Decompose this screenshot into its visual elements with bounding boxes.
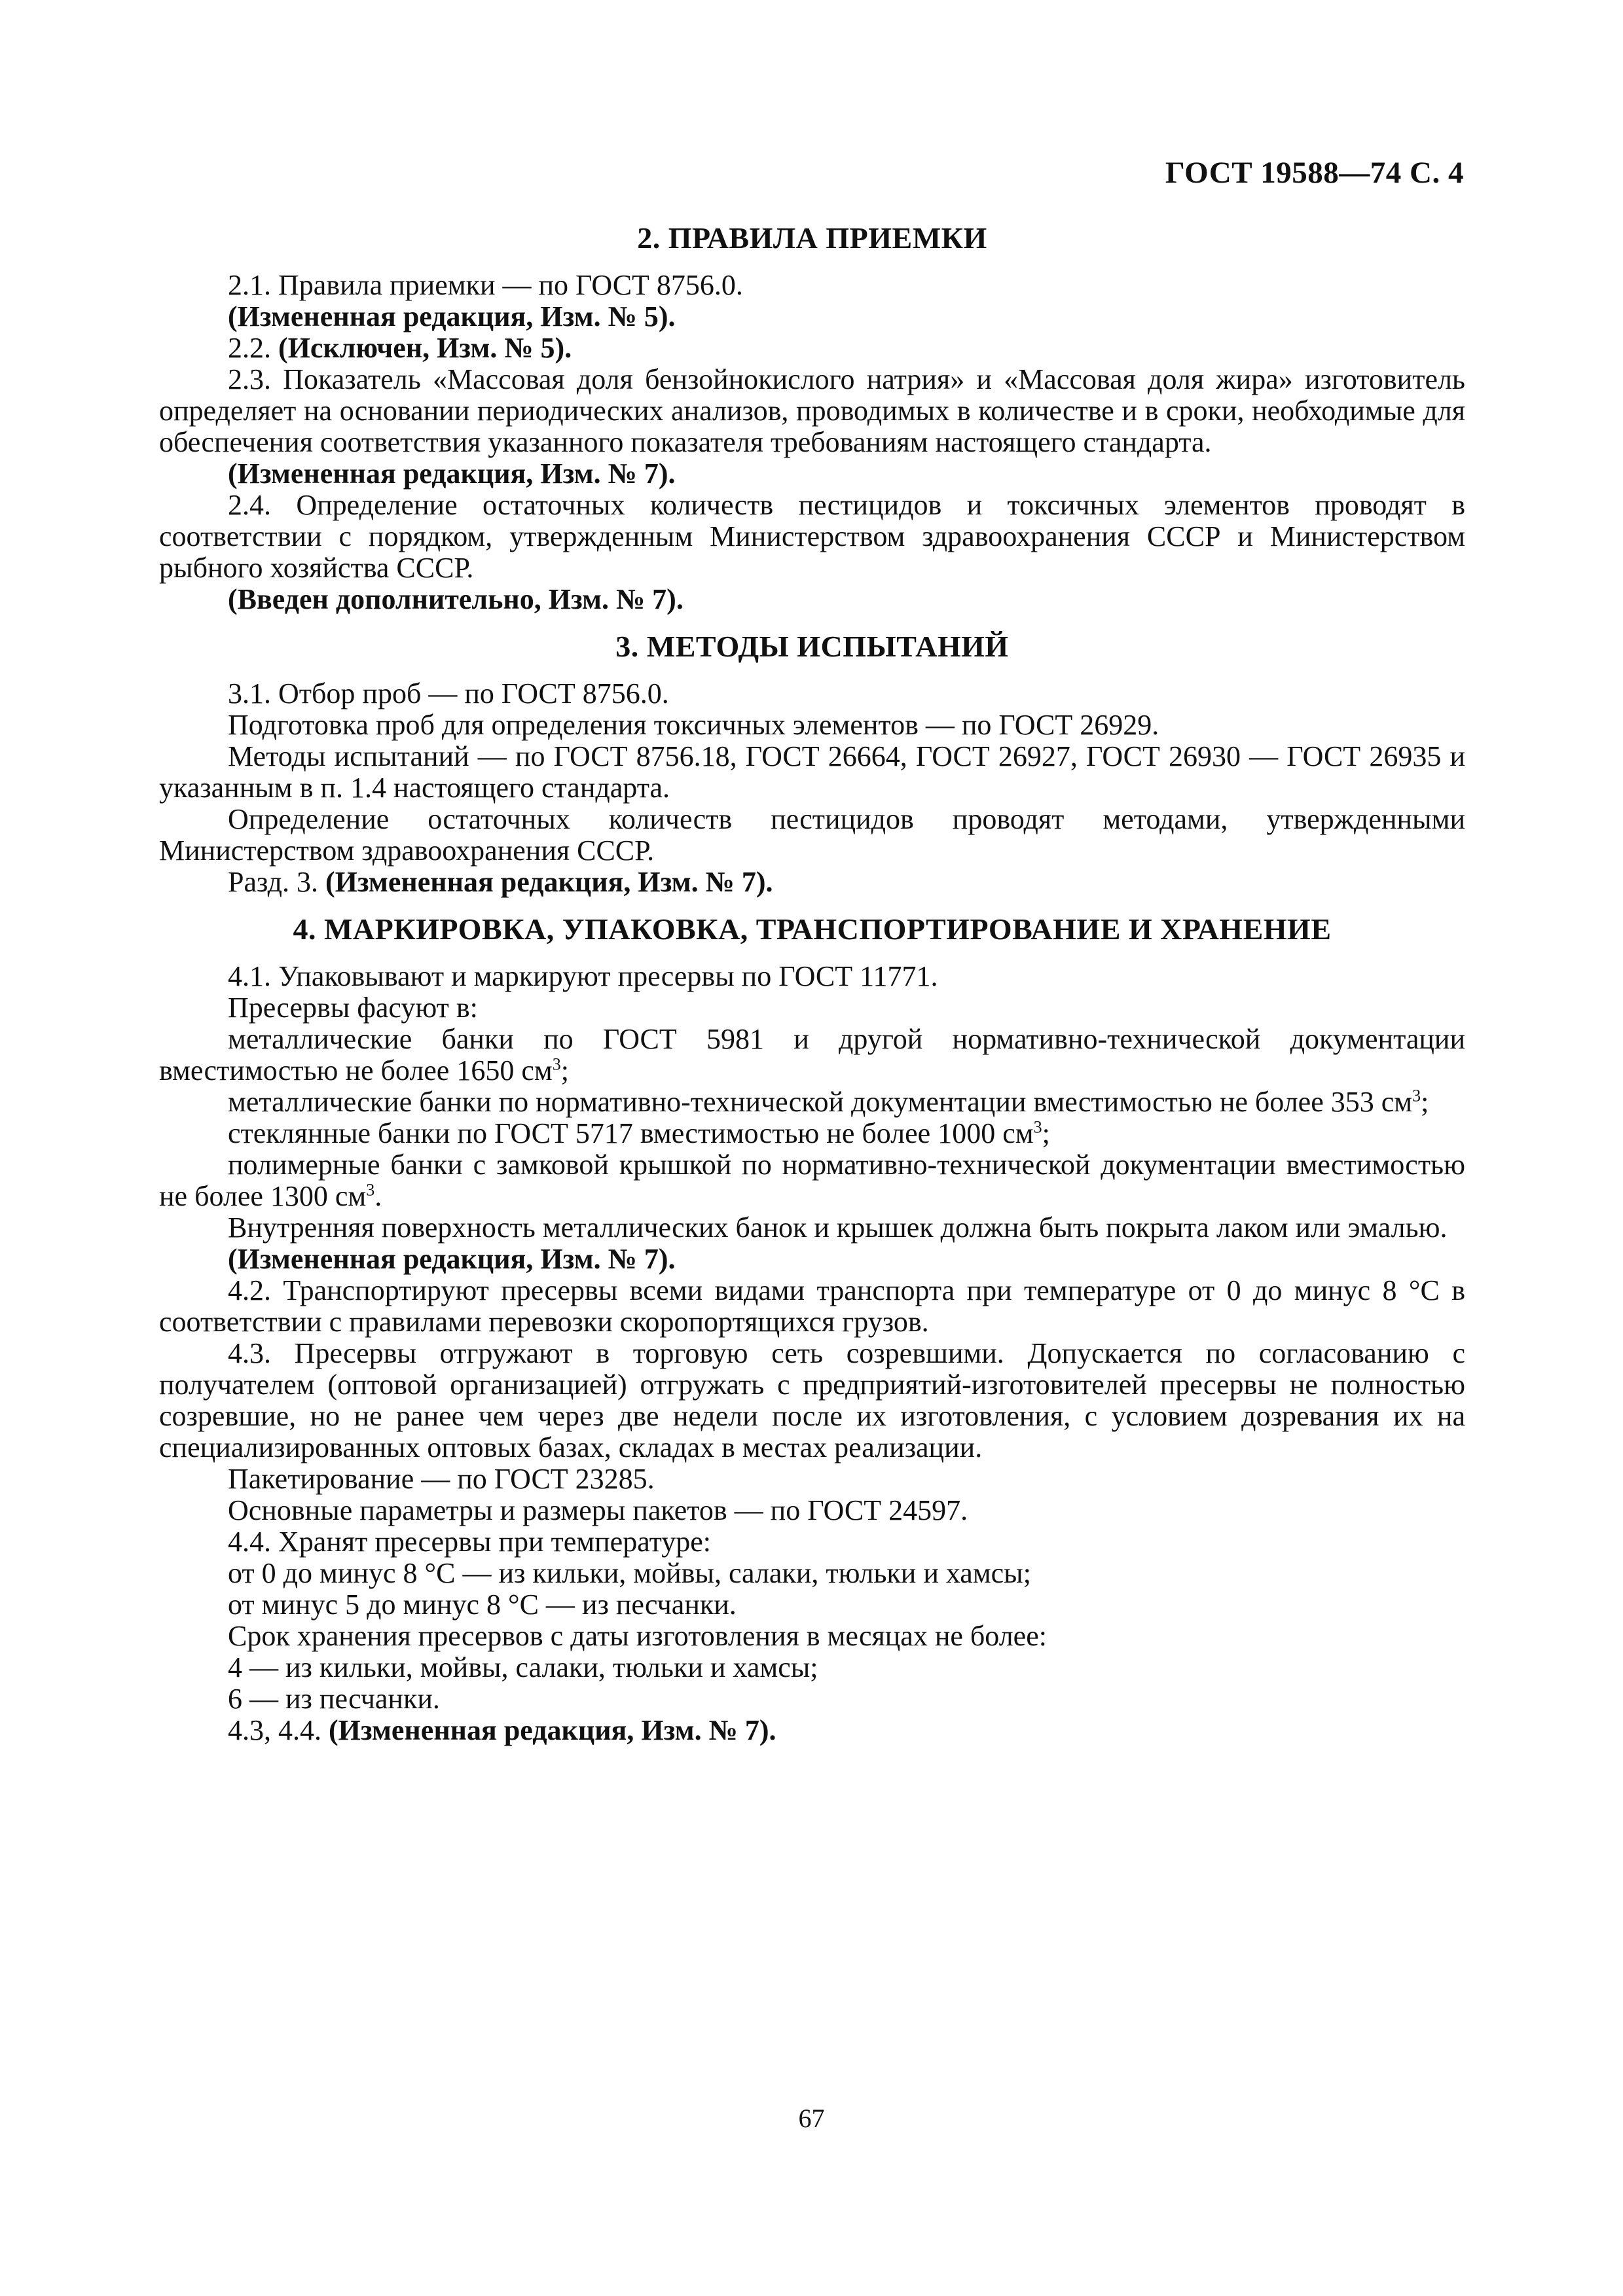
paragraph-text: Методы испытаний — по ГОСТ 8756.18, ГОСТ 26664, ГОСТ 26927, ГОСТ 26930 — ГОСТ 26935 и указанным в п. 1.4 настоящего стандарта. (159, 740, 1465, 804)
list-item-text: металлические банки по нормативно-технической документации вместимостью не более 353 см (228, 1086, 1413, 1118)
list-item: от минус 5 до минус 8 °С — из песчанки. (228, 1588, 737, 1621)
paragraph-4-2: 4.2. Транспортируют пресервы всеми видами транспорта при температуре от 0 до минус 8 °С в соответствии с правилами перевозки скоропортящихся грузов. (159, 1274, 1465, 1338)
superscript: 3 (1412, 1086, 1421, 1105)
list-item (159, 1149, 1465, 1212)
list-item-text: стеклянные банки по ГОСТ 5717 вместимостью не более 1000 см (228, 1117, 1034, 1149)
punctuation: ; (560, 1054, 569, 1086)
paragraph-2-4: 2.4. Определение остаточных количеств пестицидов и токсичных элементов проводят в соответствии с порядком, утвержденным Министерством здравоохранения СССР и Министерством рыбного хозяйства СССР. (159, 489, 1465, 584)
paragraph-text: Срок хранения пресервов с даты изготовления в месяцах не более: (228, 1620, 1047, 1652)
list-item: от 0 до минус 8 °С — из кильки, мойвы, салаки, тюльки и хамсы; (228, 1557, 1031, 1589)
amendment-note: (Введен дополнительно, Изм. № 7). (228, 583, 684, 615)
punctuation: ; (1042, 1117, 1050, 1149)
superscript: 3 (1033, 1117, 1042, 1137)
list-item (159, 1024, 1465, 1086)
list-item-text: полимерные банки с замковой крышкой по нормативно-технической документации вместимостью не более 1300 см (159, 1149, 1465, 1212)
paragraph-2-1: 2.1. Правила приемки — по ГОСТ 8756.0. (228, 269, 743, 301)
amendment-note: (Измененная редакция, Изм. № 7). (228, 457, 676, 490)
superscript: 3 (552, 1054, 561, 1074)
paragraph-text (159, 867, 1465, 898)
list-item: 6 — из песчанки. (228, 1683, 440, 1715)
list-item (159, 1086, 1465, 1118)
amendment-note: (Исключен, Изм. № 5). (278, 332, 572, 364)
amendment-note: (Измененная редакция, Изм. № 7). (228, 1243, 676, 1275)
document-header: ГОСТ 19588—74 С. 4 (1165, 156, 1464, 190)
superscript: 3 (366, 1180, 375, 1200)
paragraph-text: Основные параметры и размеры пакетов — по ГОСТ 24597. (228, 1494, 968, 1526)
paragraph-2-2 (159, 332, 1465, 364)
punctuation: ; (1421, 1086, 1429, 1118)
list-item (159, 1118, 1465, 1149)
amendment-note: (Измененная редакция, Изм. № 5). (228, 300, 676, 332)
amendment-note: (Измененная редакция, Изм. № 7). (325, 866, 773, 898)
page-number: 67 (798, 2104, 825, 2133)
paragraph-text (159, 1715, 1465, 1746)
paragraph-4-3: 4.3. Пресервы отгружают в торговую сеть созревшими. Допускается по согласованию с получателем (оптовой организацией) отгружать с предприятий-изготовителей пресервы не полностью созревшие, но не ранее чем через две недели после их изготовления, с условием дозревания их на специализированных оптовых базах, складах в местах реализации. (159, 1337, 1465, 1463)
paragraph-4-1: 4.1. Упаковывают и маркируют пресервы по ГОСТ 11771. (228, 960, 938, 992)
paragraph-4-4: 4.4. Хранят пресервы при температуре: (228, 1526, 711, 1558)
paragraph-text: Пресервы фасуют в: (228, 992, 478, 1024)
paragraph-3-1: 3.1. Отбор проб — по ГОСТ 8756.0. (228, 677, 669, 709)
section-2-title: 2. ПРАВИЛА ПРИЕМКИ (637, 221, 987, 255)
section-4-title: 4. МАРКИРОВКА, УПАКОВКА, ТРАНСПОРТИРОВАНИЕ И ХРАНЕНИЕ (293, 912, 1332, 946)
document-body (159, 221, 1465, 1746)
paragraph-text: Внутренняя поверхность металлических банок и крышек должна быть покрыта лаком или эмалью. (228, 1211, 1448, 1244)
paragraph-number: 2.2. (228, 332, 278, 364)
list-item-text: металлические банки по ГОСТ 5981 и другой нормативно-технической документации вместимостью не более 1650 см (159, 1023, 1465, 1086)
punctuation: . (374, 1180, 382, 1212)
paragraph-text: Пакетирование — по ГОСТ 23285. (228, 1463, 655, 1495)
section-3-title: 3. МЕТОДЫ ИСПЫТАНИЙ (615, 630, 1009, 663)
paragraph-text: Определение остаточных количеств пестицидов проводят методами, утвержденными Министерством здравоохранения СССР. (159, 803, 1465, 867)
section-ref: 4.3, 4.4. (228, 1714, 329, 1746)
amendment-note: (Измененная редакция, Изм. № 7). (329, 1714, 776, 1746)
section-ref: Разд. 3. (228, 866, 325, 898)
list-item: 4 — из кильки, мойвы, салаки, тюльки и хамсы; (228, 1651, 818, 1683)
paragraph-2-3: 2.3. Показатель «Массовая доля бензойнокислого натрия» и «Массовая доля жира» изготовитель определяет на основании периодических анализов, проводимых в количестве и в сроки, необходимые для обеспечения соответствия указанного показателя требованиям настоящего стандарта. (159, 363, 1465, 458)
paragraph-text: Подготовка проб для определения токсичных элементов — по ГОСТ 26929. (228, 709, 1159, 741)
